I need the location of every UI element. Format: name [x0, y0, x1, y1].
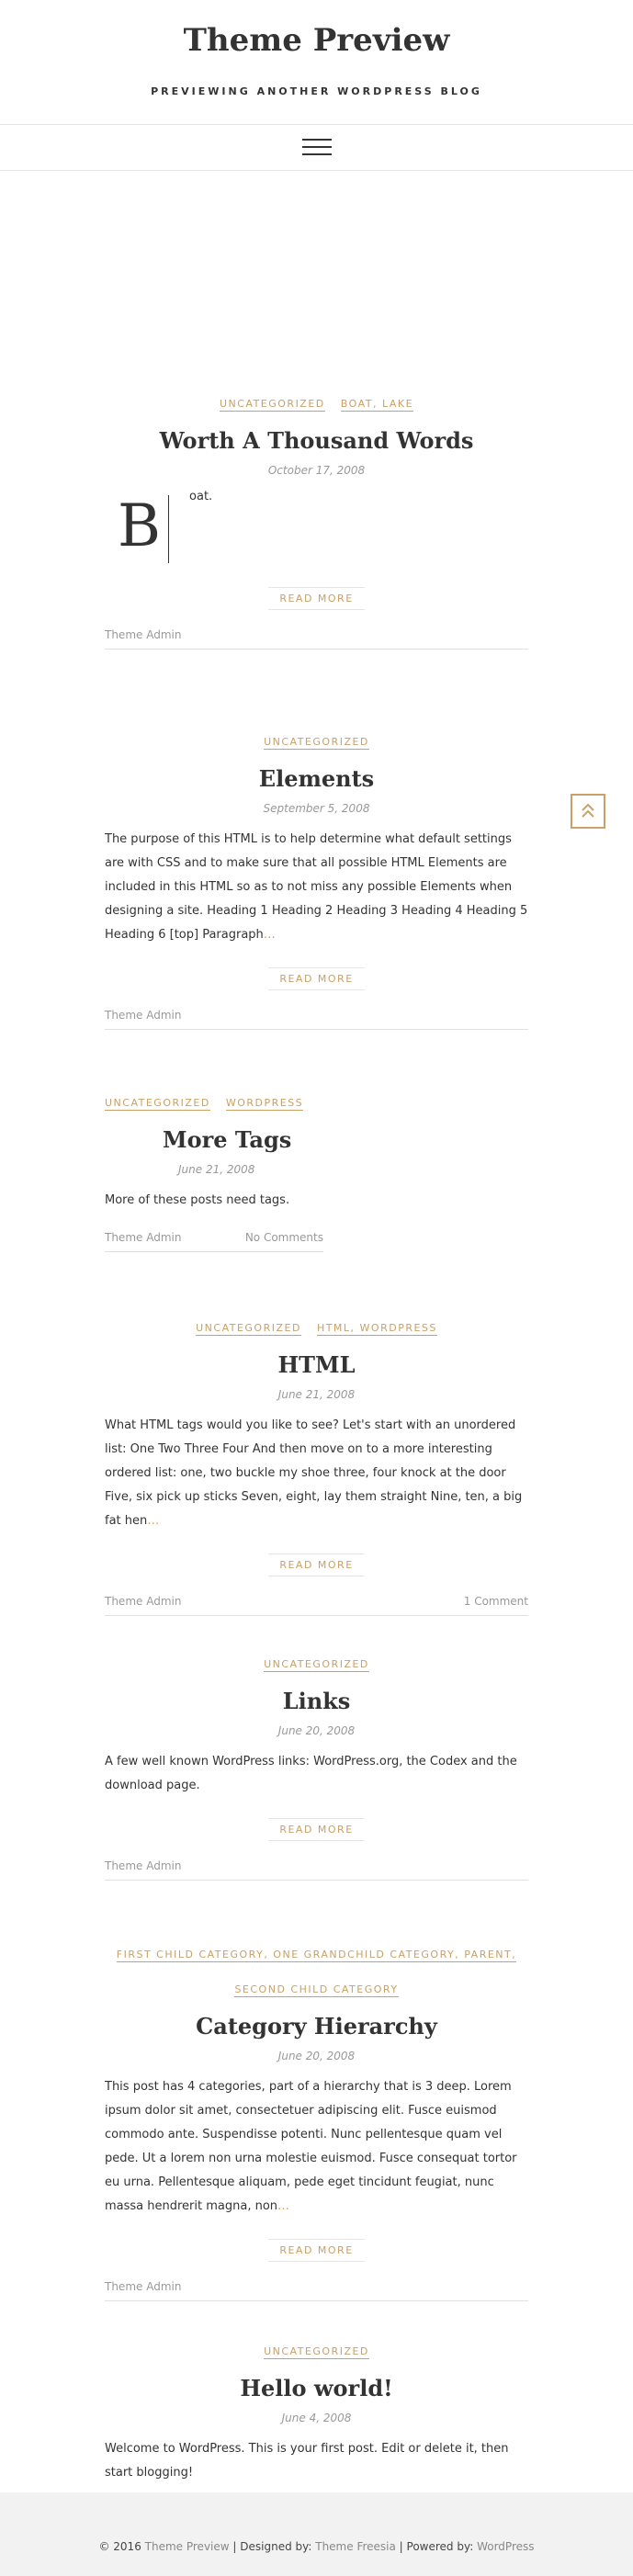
post-categories: [105, 725, 528, 760]
post-categories: [105, 1086, 528, 1121]
read-more-button[interactable]: READ MORE: [268, 1818, 364, 1841]
double-chevron-up-icon: [581, 803, 595, 819]
category-link[interactable]: WORDPRESS: [225, 1097, 304, 1109]
post-date[interactable]: September 5, 2008: [263, 802, 370, 815]
post: [105, 1938, 528, 2301]
post-title[interactable]: Elements: [258, 765, 375, 792]
read-more-button[interactable]: READ MORE: [268, 2239, 364, 2262]
post-date[interactable]: June 20, 2008: [277, 1724, 356, 1737]
category-link[interactable]: FIRST CHILD CATEGORY, ONE GRANDCHILD CATEGORY, PARENT,: [116, 1949, 517, 1960]
post: [105, 1311, 528, 1616]
footer-designed-label: | Designed by:: [232, 2540, 312, 2553]
post: [105, 725, 528, 1030]
category-link[interactable]: HTML, WORDPRESS: [316, 1322, 437, 1334]
post-title[interactable]: HTML: [277, 1351, 356, 1378]
footer-site-link[interactable]: Theme Preview: [144, 2540, 230, 2553]
post-excerpt: [105, 1189, 528, 1213]
read-more-button[interactable]: READ MORE: [268, 1554, 364, 1576]
excerpt-text: A few well known WordPress links: WordPress.org, the Codex and the download page.: [105, 1755, 517, 1792]
post-comments[interactable]: No Comments: [244, 1231, 323, 1244]
post-categories: [105, 1647, 528, 1682]
category-link[interactable]: UNCATEGORIZED: [219, 398, 325, 410]
post-excerpt: [105, 490, 528, 567]
post-meta: [105, 628, 528, 650]
post-author[interactable]: Theme Admin: [105, 1231, 182, 1244]
footer-copyright: © 2016: [98, 2540, 141, 2553]
footer-powered-label: | Powered by:: [399, 2540, 474, 2553]
excerpt-text: Welcome to WordPress. This is your first post. Edit or delete it, then start blogging!: [105, 2442, 509, 2480]
excerpt-text: More of these posts need tags.: [105, 1193, 290, 1207]
post-title[interactable]: More Tags: [163, 1126, 292, 1153]
footer-wordpress-link[interactable]: WordPress: [477, 2540, 535, 2553]
post-author[interactable]: Theme Admin: [105, 2280, 182, 2293]
post-categories: [105, 1311, 528, 1346]
post-excerpt: [105, 1414, 528, 1533]
footer-designer-link[interactable]: Theme Freesia: [315, 2540, 396, 2553]
post-meta: [105, 2280, 528, 2301]
category-link[interactable]: UNCATEGORIZED: [264, 736, 369, 748]
excerpt-ellipsis: …: [277, 2199, 290, 2213]
post-excerpt: [105, 2075, 528, 2219]
site-description: PREVIEWING ANOTHER WORDPRESS BLOG: [151, 85, 482, 97]
post-title[interactable]: Hello world!: [240, 2375, 393, 2401]
back-to-top-button[interactable]: [571, 794, 605, 829]
site-title[interactable]: Theme Preview: [183, 22, 450, 59]
post-title[interactable]: Links: [282, 1688, 351, 1714]
post-meta: [105, 1231, 323, 1252]
post: [105, 387, 528, 650]
post-meta: [105, 1859, 528, 1881]
excerpt-ellipsis: …: [147, 1514, 160, 1528]
post-author[interactable]: Theme Admin: [105, 1595, 182, 1608]
post-excerpt: [105, 828, 528, 947]
post-author[interactable]: Theme Admin: [105, 628, 182, 641]
post-date[interactable]: June 4, 2008: [281, 2412, 352, 2424]
category-link[interactable]: UNCATEGORIZED: [196, 1322, 301, 1334]
post-author[interactable]: Theme Admin: [105, 1859, 182, 1872]
post-comments[interactable]: 1 Comment: [463, 1595, 528, 1608]
post-title[interactable]: Category Hierarchy: [196, 2013, 437, 2039]
post-excerpt: [105, 1750, 528, 1798]
post-author[interactable]: Theme Admin: [105, 1009, 182, 1022]
main-navigation: [0, 125, 633, 171]
drop-cap-divider: [168, 495, 169, 563]
post-meta: [105, 1595, 528, 1616]
read-more-button[interactable]: READ MORE: [268, 967, 364, 990]
post-date[interactable]: June 20, 2008: [277, 2050, 356, 2062]
excerpt-text: This post has 4 categories, part of a hierarchy that is 3 deep. Lorem ipsum dolor sit amet, consectetuer adipiscing elit. Fusce euismod commodo ante. Suspendisse potenti. Nunc pellentesque quam vel pede. Ut a lorem non urna molestie euismod. Fusce consequat tortor eu urna. Pellentesque aliquam, pede eget tincidunt feugiat, nunc massa hendrerit magna, non: [105, 2080, 517, 2213]
post-categories: [105, 1938, 528, 2007]
post-categories: [105, 2334, 528, 2369]
post-meta: [105, 1009, 528, 1030]
category-link[interactable]: UNCATEGORIZED: [264, 1658, 369, 1670]
drop-cap: B: [118, 492, 162, 560]
category-link[interactable]: UNCATEGORIZED: [264, 2345, 369, 2357]
post-date[interactable]: June 21, 2008: [178, 1163, 255, 1176]
category-link[interactable]: UNCATEGORIZED: [105, 1097, 210, 1109]
post-date[interactable]: October 17, 2008: [267, 464, 366, 477]
excerpt-ellipsis: …: [263, 928, 276, 942]
site-footer: [0, 2492, 633, 2576]
excerpt-text: What HTML tags would you like to see? Let's start with an unordered list: One Two Three Four And then move on to a more interesting ordered list: one, two buckle my shoe three, four knock at the door Five, six pick up sticks Seven, eight, lay them straight Nine, ten, a big fat hen: [105, 1418, 523, 1528]
tag-link[interactable]: BOAT, LAKE: [340, 398, 414, 410]
post-date[interactable]: June 21, 2008: [277, 1388, 356, 1401]
site-header: [0, 0, 633, 125]
excerpt-text: The purpose of this HTML is to help determine what default settings are with CSS and to make sure that all possible HTML Elements are included in this HTML so as to not miss any possible Elements when designing a site. Heading 1 Heading 2 Heading 3 Heading 4 Heading 5 Heading 6 [top] Paragraph: [105, 832, 528, 942]
read-more-button[interactable]: READ MORE: [268, 587, 364, 610]
post: [105, 1647, 528, 1881]
hamburger-menu-icon[interactable]: [302, 139, 332, 157]
post-excerpt: [105, 2437, 528, 2485]
excerpt-text: oat.: [189, 490, 213, 503]
post-title[interactable]: Worth A Thousand Words: [159, 427, 474, 454]
post-categories: [105, 387, 528, 422]
category-link[interactable]: SECOND CHILD CATEGORY: [234, 1983, 399, 1995]
post: [105, 1086, 528, 1252]
